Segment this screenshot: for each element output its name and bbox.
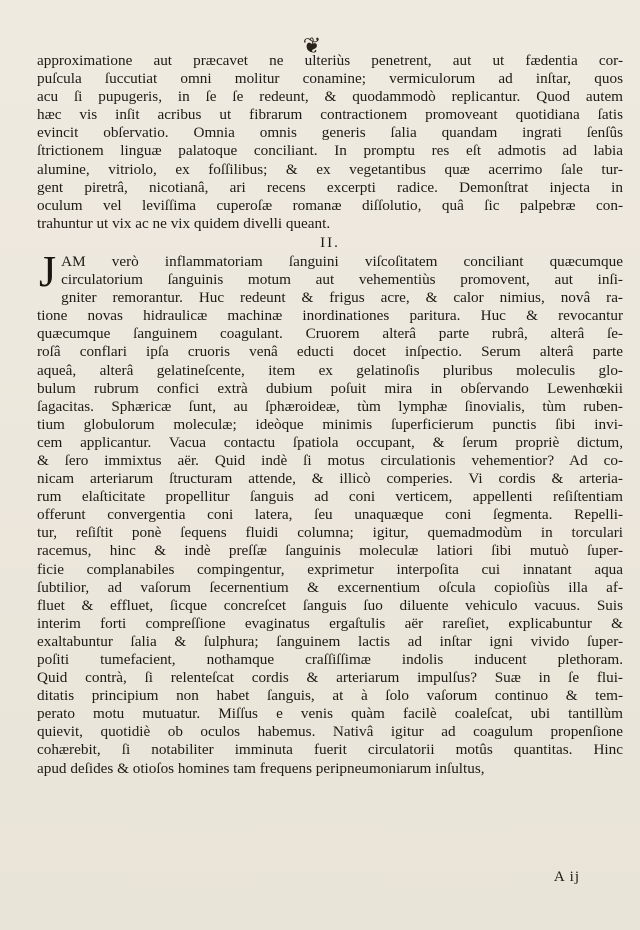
text-line: puſcula ſuccutiat omni molitur conamine; vermiculorum ad inſtar, quos	[37, 70, 623, 88]
text-line: & ſero immixtus aër. Quid indè ſi motus circulationis vehementior? Ad co-	[37, 451, 623, 469]
text-line: apud deſides & otioſos homines tam frequens peripneumoniarum inſultus,	[37, 759, 485, 777]
text-line: rum elaſticitate propellitur ſanguis ad coni verticem, appellenti reſiſtentiam	[37, 488, 623, 506]
text-line: gniter remorantur. Huc redeunt & frigus acre, & calor nimius, novâ ra-	[61, 289, 623, 307]
paragraph-2-lines	[37, 246, 623, 778]
text-line: racemus, hinc & indè preſſæ ſanguinis moleculæ latiori ſibi mutuò ſuper-	[37, 542, 623, 560]
text-line: circulatorium ſanguinis motum aut vehementiùs promovent, aut inſi-	[61, 271, 623, 289]
signature-mark: A ij	[553, 869, 580, 885]
text-line: approximatione aut præcavet ne ulteriùs penetrent, aut ut fædentia cor-	[37, 52, 623, 69]
header-ornament: ❦	[302, 33, 322, 58]
text-line: tium globulorum moleculæ; ideòque minimis ſuperficierum punctis ſibi invi-	[37, 415, 623, 433]
text-line: tur, reſiſtit ponè ſequens fluidi columna; igitur, quemadmodùm in torculari	[37, 524, 623, 542]
text-line: bulum rubrum confici extrà dubium poſuit mira in obſervando Lewenhœkii	[37, 379, 623, 397]
text-line: nicam arteriarum ſtructuram attende, & illicò comperies. Vi cordis & arteria-	[37, 470, 623, 488]
text-line: exaltabuntur ſalia & ſulphura; ſanguinem lactis ad inſtar igni vivido ſuper-	[37, 632, 623, 650]
text-line: alumine, vitriolo, ex foſſilibus; & ex vegetantibus quæ acerrimo ſale tur-	[37, 160, 623, 178]
text-line: ſtrictionem linguæ palatoque conciliant. In promptu res eſt admotis ad labia	[37, 142, 623, 160]
text-line: cohærebit, ſi notabiliter imminuta fuerit circulatorii motûs quantitas. Hinc	[37, 741, 623, 759]
text-line: interim forti compreſſione evaginatus ergaſtulis aër rareſiet, explicabuntur &	[37, 614, 623, 632]
text-line: evincit obſervatio. Omnia omnis generis ſalia quandam ingrati ſenſûs	[37, 124, 623, 142]
text-line: Quid contrà, ſi relenteſcat cordis & arteriarum impulſus? Suæ in ſe flui-	[37, 669, 623, 687]
paragraph-1	[37, 52, 623, 233]
text-line: AM verò inflammatoriam ſanguini viſcoſitatem conciliant quæcumque	[61, 252, 623, 270]
text-line: cem applicantur. Vacua contactu ſpatiola occupant, & ſerum propriè dictum,	[37, 433, 623, 451]
text-line: offerunt convergentia coni latera, ſeu unaquæque coni ſegmenta. Repelli-	[37, 506, 623, 524]
body-text	[37, 52, 623, 778]
text-line: aqueâ, alterâ gelatineſcente, item ex gelatinoſis pluribus moleculis glo-	[37, 361, 623, 379]
section-heading: II.	[320, 234, 340, 251]
text-line: ſagacitas. Sphæricæ ſunt, au ſphæroideæ, tùm lymphæ ſinovialis, tùm ruben-	[37, 397, 623, 415]
text-line: oculum vel leviſſima cuperoſæ romanæ diſſolutio, quâ ſic palpebræ con-	[37, 196, 623, 214]
text-line: ficie complanabiles compingentur, exprimetur interpoſita cui innatant aqua	[37, 560, 623, 578]
text-line: poſiti tumefacient, nothamque craſſiſſimæ indolis inducent plethoram.	[37, 651, 623, 668]
text-line: perato motu mutuatur. Miſſus e venis quàm facilè coaleſcat, ubi tantillùm	[37, 705, 623, 723]
text-line: gent piretrâ, nicotianâ, ari recens excerpti radice. Demonſtrat injecta in	[37, 178, 623, 196]
text-line: quievit, quotidiè ob oculos habemus. Nativâ igitur ad coagulum propenſione	[37, 723, 623, 741]
text-line: tione novas hidraulicæ machinæ inordinationes paritura. Huc & revocantur	[37, 307, 623, 325]
text-line: ſubtilior, ad vaſorum ſecernentium & excernentium oſcula copioſiùs illa af-	[37, 578, 623, 596]
text-line: trahuntur ut vix ac ne vix quidem divelli queant.	[37, 214, 331, 232]
drop-cap: J	[39, 246, 57, 296]
text-line: fluet & effluet, ſicque concreſcet ſanguis ſuo diluente vehiculo vacuus. Suis	[37, 596, 623, 614]
text-line: acu ſi pupugeris, in ſe ſe redeunt, & quodammodò replicantur. Quod autem	[37, 88, 623, 106]
text-line: hæc vis inſit acribus ut fibrarum contractionem promoveant quotidiana ſatis	[37, 106, 623, 124]
text-line: roſâ conflari ipſa cruoris venâ educti docet inſpectio. Serum alterâ parte	[37, 343, 623, 361]
text-line: ditatis principium non habet ſanguis, at à ſolo vaſorum continuo & tem-	[37, 687, 623, 705]
paragraph-2	[37, 246, 623, 778]
text-line: quæcumque ſanguinem coagulant. Cruorem alterâ parte rubrâ, alterâ ſe-	[37, 325, 623, 343]
